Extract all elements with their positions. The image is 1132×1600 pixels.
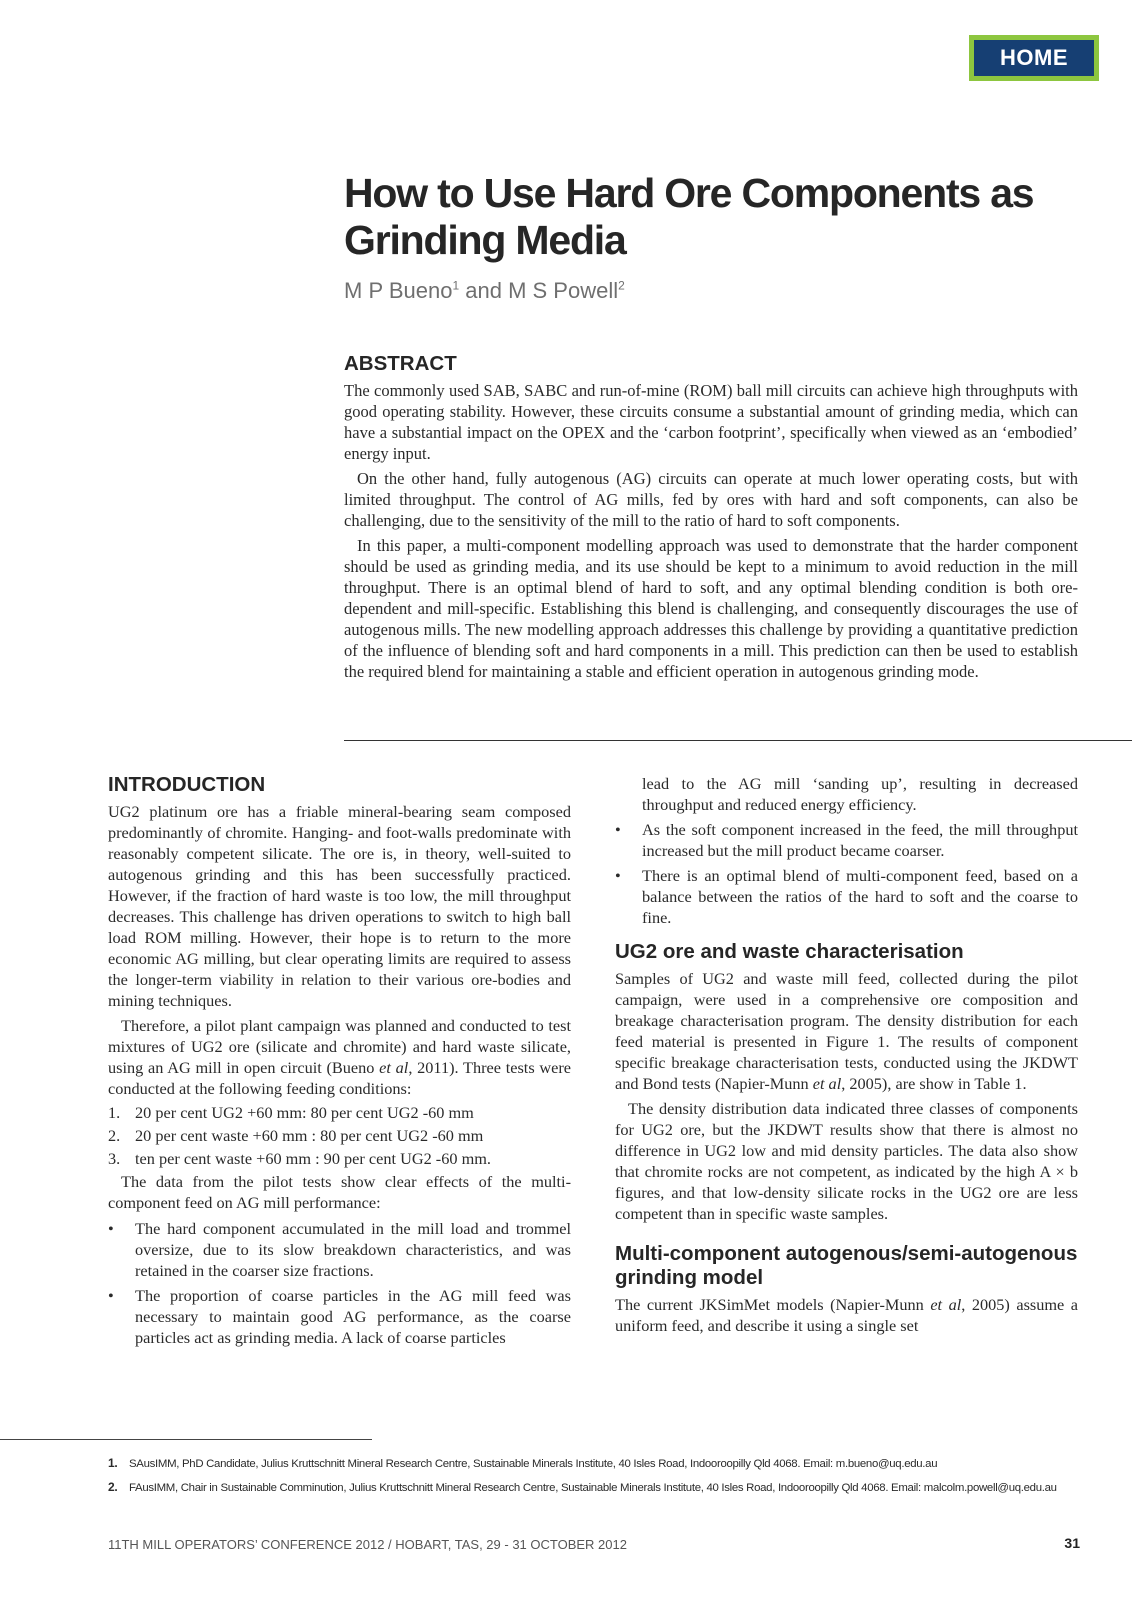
bullet-icon: • bbox=[615, 820, 621, 839]
list-item-text: There is an optimal blend of multi-component feed, based on a balance between the ratios of the hard to soft and the coarse to fine. bbox=[642, 866, 1078, 927]
abstract-section bbox=[344, 352, 1078, 682]
list-item bbox=[615, 819, 1078, 861]
list-number: 2. bbox=[108, 1126, 121, 1145]
abstract-paragraph-3: In this paper, a multi-component modelling approach was used to demonstrate that the harder component should be used as grinding media, and its use should be kept to a minimum to avoid reduction in the mill throughput. There is an optimal blend of hard to soft, and any optimal blending condition is both ore-dependent and mill-specific. Establishing this blend is challenging, and consequently discourages the use of autogenous mills. The new modelling approach addresses this challenge by providing a quantitative prediction of the influence of blending soft and hard components in a mill. This prediction can then be used to establish the required blend for maintaining a stable and efficient operation in autogenous grinding mode. bbox=[344, 536, 1078, 681]
author-1: M P Bueno bbox=[344, 278, 453, 303]
ug2-paragraph-1-text: Samples of UG2 and waste mill feed, collected during the pilot campaign, were used in a comprehensive ore composition and breakage characterisation program. The density distribution for each feed material is presented in Figure 1. The results of component specific breakage characterisation tests, conducted using the JKDWT and Bond tests (Napier-Munn bbox=[615, 969, 1078, 1093]
list-item-text: lead to the AG mill ‘sanding up’, resulting in decreased throughput and reduced energy efficiency. bbox=[642, 774, 1078, 814]
list-item-text: 20 per cent waste +60 mm : 80 per cent UG2 -60 mm bbox=[135, 1126, 484, 1145]
citation-et-al: et al bbox=[379, 1058, 409, 1077]
abstract-divider bbox=[344, 740, 1132, 741]
author-separator: and bbox=[459, 278, 509, 303]
page-number: 31 bbox=[1064, 1535, 1080, 1551]
abstract-paragraph-2: On the other hand, fully autogenous (AG) circuits can operate at much lower operating costs, but with limited throughput. The control of AG mills, fed by ores with hard and soft components, can also be challenging, due to the sensitivity of the mill to the ratio of hard to soft components. bbox=[344, 469, 1078, 530]
list-item bbox=[108, 1125, 571, 1146]
model-heading: Multi-component autogenous/semi-autogenous grinding model bbox=[615, 1242, 1078, 1289]
feed-conditions-list bbox=[108, 1102, 571, 1169]
home-button[interactable] bbox=[969, 35, 1099, 81]
introduction-heading: INTRODUCTION bbox=[108, 773, 266, 796]
paper-title: How to Use Hard Ore Components as Grinding Media bbox=[344, 170, 1034, 263]
right-column bbox=[615, 773, 1078, 1336]
footnote-number: 2. bbox=[108, 1480, 118, 1494]
findings-list-left bbox=[108, 1218, 571, 1348]
list-item-text: The proportion of coarse particles in the AG mill feed was necessary to maintain good AG performance, as the coarse particles act as grinding media. A lack of coarse particles bbox=[135, 1286, 571, 1347]
citation-et-al: et al bbox=[812, 1074, 842, 1093]
intro-paragraph-1: UG2 platinum ore has a friable mineral-bearing seam composed predominantly of chromite. Hanging- and foot-walls predominate with reasonably competent silicate. The ore is, in theory, well-suited to autogenous grinding and this has been successfully practiced. However, if the fraction of hard waste is too low, the mill throughput decreases. This challenge has driven operations to switch to high ball load ROM milling. However, their hope is to return to the more economic AG milling, but clear operating limits are required to assess the longer-term viability in relation to their various ore-bodies and mining techniques. bbox=[108, 802, 571, 1010]
list-item-continued bbox=[615, 773, 1078, 815]
abstract-heading: ABSTRACT bbox=[344, 352, 457, 375]
author-line bbox=[344, 278, 625, 304]
list-item-text: ten per cent waste +60 mm : 90 per cent UG2 -60 mm. bbox=[135, 1149, 491, 1168]
author-2-affiliation-mark: 2 bbox=[618, 278, 625, 293]
model-paragraph-1 bbox=[615, 1294, 1078, 1336]
ug2-paragraph-1 bbox=[615, 968, 1078, 1094]
list-item bbox=[108, 1285, 571, 1348]
list-item-text: The hard component accumulated in the mill load and trommel oversize, due to its slow breakdown characteristics, and was retained in the coarser size fractions. bbox=[135, 1219, 571, 1280]
list-item bbox=[615, 865, 1078, 928]
author-2: M S Powell bbox=[508, 278, 619, 303]
model-paragraph-1-text: The current JKSimMet models (Napier-Munn bbox=[615, 1295, 931, 1314]
findings-list-right bbox=[615, 773, 1078, 928]
footnote-1 bbox=[108, 1456, 1108, 1470]
ug2-paragraph-2: The density distribution data indicated three classes of components for UG2 ore, but the JKDWT results show that there is almost no difference in UG2 low and mid density particles. The data also show that chromite rocks are not competent, as indicated by the high A × b figures, and that low-density silicate rocks in the UG2 ore are less competent than in specific waste samples. bbox=[615, 1099, 1078, 1223]
footnotes bbox=[108, 1456, 1108, 1504]
bullet-icon: • bbox=[108, 1219, 114, 1238]
ug2-paragraph-1-text-end: , 2005), are show in Table 1. bbox=[841, 1074, 1027, 1093]
left-column bbox=[108, 773, 571, 1352]
footnote-number: 1. bbox=[108, 1456, 118, 1470]
list-item-text: 20 per cent UG2 +60 mm: 80 per cent UG2 -60 mm bbox=[135, 1103, 474, 1122]
citation-et-al: et al bbox=[930, 1295, 962, 1314]
abstract-paragraph-1: The commonly used SAB, SABC and run-of-mine (ROM) ball mill circuits can achieve high throughputs with good operating stability. However, these circuits consume a substantial amount of grinding media, which can have a substantial impact on the OPEX and the ‘carbon footprint’, specifically when viewed as an ‘embodied’ energy input. bbox=[344, 381, 1078, 463]
list-item bbox=[108, 1148, 571, 1169]
footnote-divider bbox=[0, 1439, 372, 1440]
list-number: 3. bbox=[108, 1149, 121, 1168]
list-item bbox=[108, 1102, 571, 1123]
footnote-text: FAusIMM, Chair in Sustainable Comminution, Julius Kruttschnitt Mineral Research Centre, Sustainable Minerals Institute, 40 Isles Road, Indooroopilly Qld 4068. Email: malcolm.powell@uq.edu.au bbox=[129, 1482, 1057, 1494]
conference-footer: 11TH MILL OPERATORS’ CONFERENCE 2012 / HOBART, TAS, 29 - 31 OCTOBER 2012 bbox=[108, 1537, 627, 1552]
bullet-icon: • bbox=[108, 1286, 114, 1305]
intro-paragraph-3: The data from the pilot tests show clear effects of the multi-component feed on AG mill performance: bbox=[108, 1172, 571, 1212]
home-button-label: HOME bbox=[974, 40, 1094, 76]
list-number: 1. bbox=[108, 1103, 121, 1122]
list-item bbox=[108, 1218, 571, 1281]
model-paragraph-1-text-end: , 2005) assume a uniform feed, and describe it using a single set bbox=[615, 1295, 1079, 1335]
ug2-characterisation-heading: UG2 ore and waste characterisation bbox=[615, 940, 964, 963]
footnote-text: SAusIMM, PhD Candidate, Julius Kruttschnitt Mineral Research Centre, Sustainable Minerals Institute, 40 Isles Road, Indooroopilly Qld 4068. Email: m.bueno@uq.edu.au bbox=[129, 1458, 938, 1470]
author-1-affiliation-mark: 1 bbox=[452, 278, 460, 293]
intro-paragraph-2-text-end: , 2011). Three tests were conducted at the following feeding conditions: bbox=[108, 1058, 572, 1098]
footnote-2 bbox=[108, 1480, 1108, 1494]
intro-paragraph-2 bbox=[108, 1015, 571, 1099]
list-item-text: As the soft component increased in the feed, the mill throughput increased but the mill product became coarser. bbox=[642, 820, 1078, 860]
bullet-icon: • bbox=[615, 866, 621, 885]
intro-paragraph-2-text: Therefore, a pilot plant campaign was planned and conducted to test mixtures of UG2 ore (silicate and chromite) and hard waste silicate, using an AG mill in open circuit (Bueno bbox=[108, 1016, 571, 1077]
